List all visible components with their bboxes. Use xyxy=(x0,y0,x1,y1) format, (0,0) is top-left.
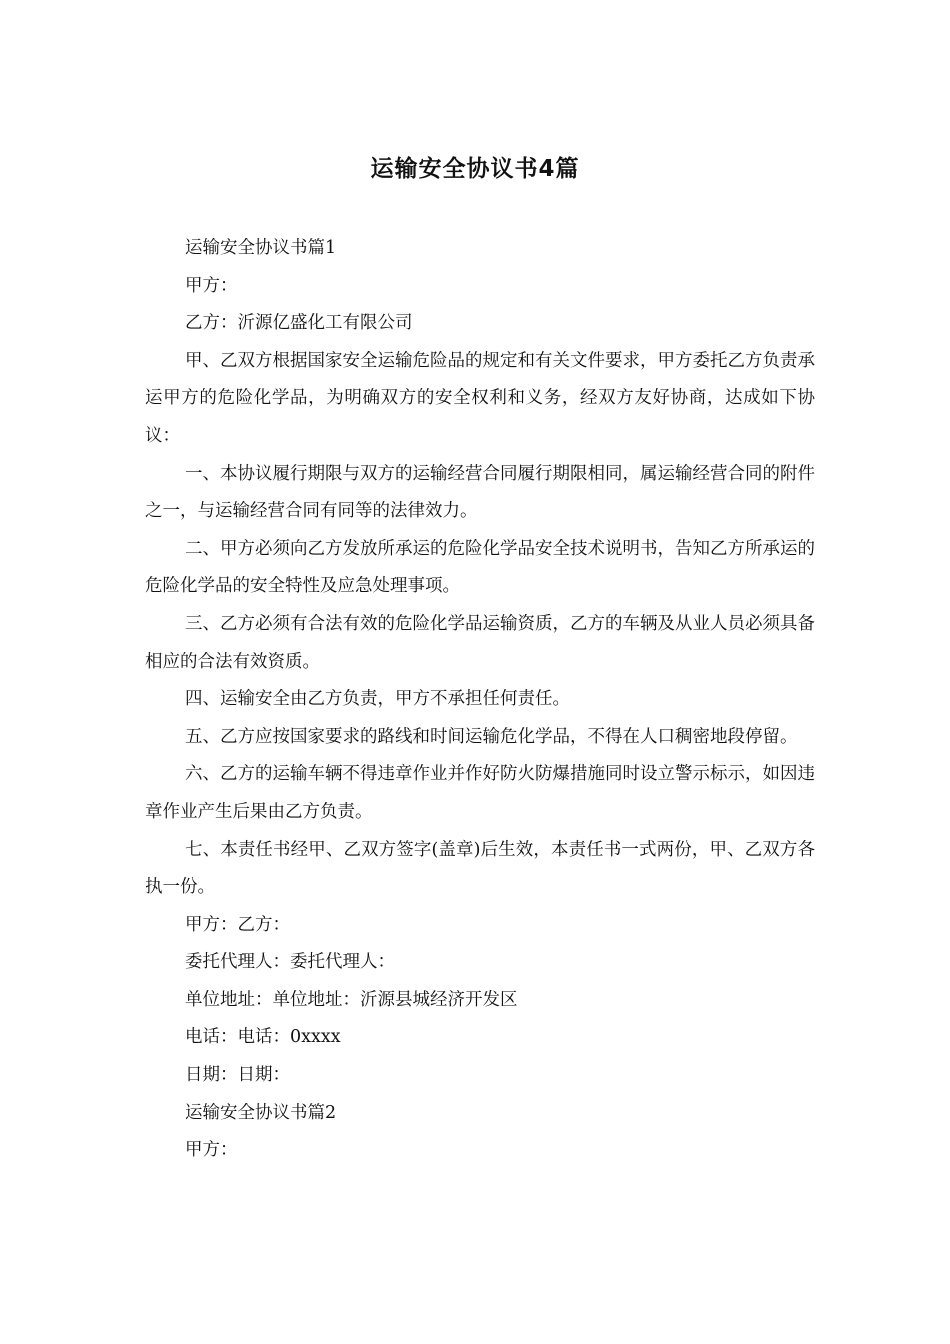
preamble-paragraph: 甲、乙双方根据国家安全运输危险品的规定和有关文件要求，甲方委托乙方负责承运甲方的危险化学品，为明确双方的安全权利和义务，经双方友好协商，达成如下协议： xyxy=(145,350,815,446)
clause-1: 一、本协议履行期限与双方的运输经营合同履行期限相同，属运输经营合同的附件之一，与运输经营合同有同等的法律效力。 xyxy=(145,463,815,522)
party-a-line: 甲方： xyxy=(185,275,238,296)
section-heading-1: 运输安全协议书篇1 xyxy=(185,238,337,258)
signature-date: 日期：日期： xyxy=(185,1065,290,1086)
party-b-line: 乙方：沂源亿盛化工有限公司 xyxy=(185,313,413,334)
clause-6: 六、乙方的运输车辆不得违章作业并作好防火防爆措施同时设立警示标示，如因违章作业产生后果由乙方负责。 xyxy=(145,764,815,822)
signature-agents: 委托代理人：委托代理人： xyxy=(185,952,395,973)
signature-phone: 电话：电话：0xxxx xyxy=(185,1027,341,1048)
clause-7: 七、本责任书经甲、乙双方签字(盖章)后生效，本责任书一式两份，甲、乙双方各执一份。 xyxy=(145,839,815,898)
clause-4: 四、运输安全由乙方负责，甲方不承担任何责任。 xyxy=(185,689,570,710)
document-title: 运输安全协议书4篇 xyxy=(370,156,580,182)
document-body xyxy=(145,230,815,1170)
party-a-line-2: 甲方： xyxy=(185,1140,238,1161)
clause-5: 五、乙方应按国家要求的路线和时间运输危化学品，不得在人口稠密地段停留。 xyxy=(185,726,798,747)
section-heading-2: 运输安全协议书篇2 xyxy=(185,1102,337,1123)
clause-2: 二、甲方必须向乙方发放所承运的危险化学品安全技术说明书，告知乙方所承运的危险化学品的安全特性及应急处理事项。 xyxy=(145,538,815,597)
signature-parties: 甲方：乙方： xyxy=(185,914,290,935)
clause-3: 三、乙方必须有合法有效的危险化学品运输资质，乙方的车辆及从业人员必须具备相应的合法有效资质。 xyxy=(145,613,815,672)
signature-address: 单位地址：单位地址：沂源县城经济开发区 xyxy=(185,989,518,1010)
